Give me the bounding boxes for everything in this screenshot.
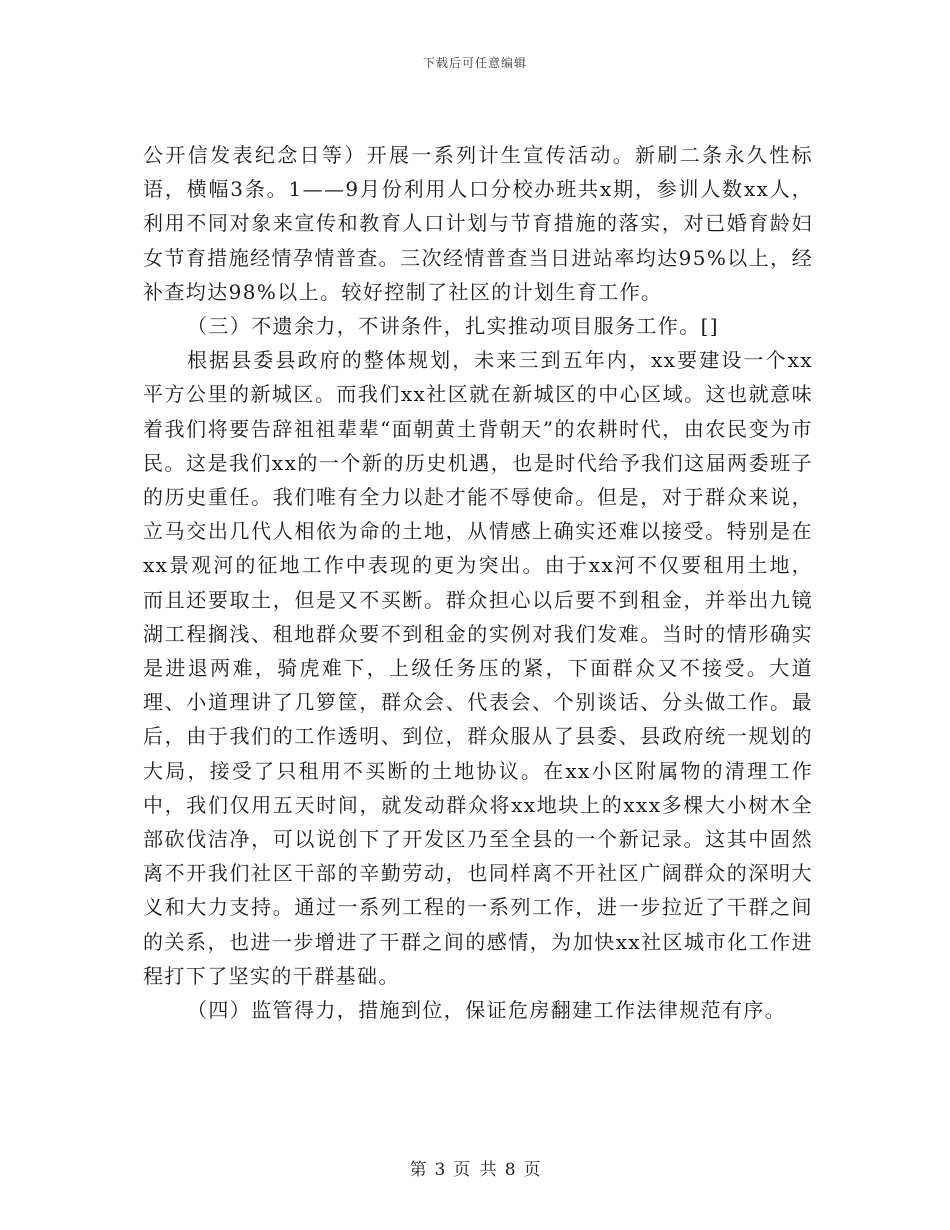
paragraph-2-heading: （三）不遗余力，不讲条件，扎实推动项目服务工作。[] (187, 314, 720, 339)
page-footer (0, 1155, 950, 1180)
footer-middle: 页 共 (453, 1160, 497, 1180)
paragraph-3: 根据县委县政府的整体规划，未来三到五年内，xx要建设一个xx平方公里的新城区。而我们xx社区就在新城区的中心区域。这也就意味着我们将要告辞祖祖辈辈“面朝黄土背朝天”的农耕时代，由农民变为市民。这是我们xx的一个新的历史机遇，也是时代给予我们这届两委班子的历史重任。我们唯有全力以赴才能不辱使命。但是，对于群众来说，立马交出几代人相依为命的土地，从情感上确实还难以接受。特别是在xx景观河的征地工作中表现的更为突出。由于xx河不仅要租用土地，而且还要取土，但是又不买断。群众担心以后要不到租金，并举出九镜湖工程搁浅、租地群众要不到租金的实例对我们发难。当时的情形确实是进退两难，骑虎难下，上级任务压的紧，下面群众又不接受。大道理、小道理讲了几箩筐，群众会、代表会、个别谈话、分头做工作。最后，由于我们的工作透明、到位，群众服从了县委、县政府统一规划的大局，接受了只租用不买断的土地协议。在xx小区附属物的清理工作中，我们仅用五天时间，就发动群众将xx地块上的xxx多棵大小树木全部砍伐洁净，可以说创下了开发区乃至全县的一个新记录。这其中固然离不开我们社区干部的辛勤劳动，也同样离不开社区广阔群众的深明大义和大力支持。通过一系列工程的一系列工作，进一步拉近了干群之间的关系，也进一步增进了干群之间的感情，为加快xx社区城市化工作进程打下了坚实的干群基础。 (143, 348, 813, 988)
page-header: 下载后可任意编辑 (422, 56, 527, 70)
paragraph-1: 公开信发表纪念日等）开展一系列计生宣传活动。新刷二条永久性标语，横幅3条。1——9月份利用人口分校办班共x期，参训人数xx人，利用不同对象来宣传和教育人口计划与节育措施的落实，对已婚育龄妇女节育措施经情孕情普查。三次经情普查当日进站率均达95%以上，经补查均达98%以上。较好控制了社区的计划生育工作。 (143, 143, 813, 304)
document-body (143, 138, 813, 1027)
paragraph-4-heading: （四）监管得力，措施到位，保证危房翻建工作法律规范有序。 (187, 998, 787, 1023)
total-page-count: 8 (504, 1160, 516, 1180)
footer-suffix: 页 (523, 1160, 541, 1180)
current-page-number: 3 (434, 1160, 446, 1180)
footer-prefix: 第 (409, 1160, 427, 1180)
